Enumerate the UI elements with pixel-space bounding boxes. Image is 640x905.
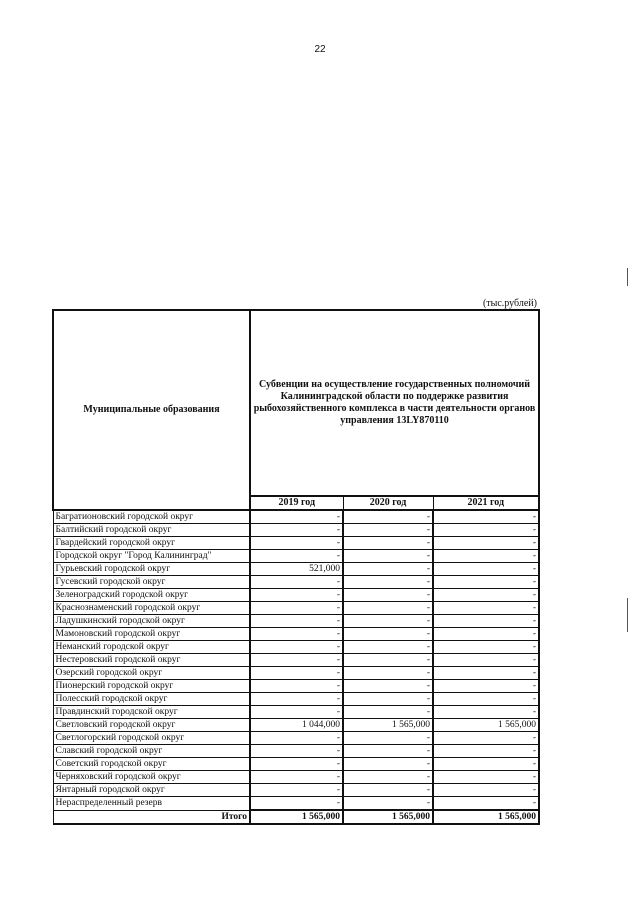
- year-header: 2021 год: [433, 496, 539, 510]
- value-cell: -: [250, 524, 343, 537]
- value-cell: -: [433, 641, 539, 654]
- table-row: [53, 589, 539, 602]
- value-cell: -: [343, 524, 433, 537]
- municipality-name: Городской округ "Город Калининград": [53, 550, 250, 563]
- municipality-name: Ладушкинский городской округ: [53, 615, 250, 628]
- municipality-name: Озерский городской округ: [53, 667, 250, 680]
- year-header: 2019 год: [250, 496, 343, 510]
- municipality-name: Гусевский городской округ: [53, 576, 250, 589]
- value-cell: -: [250, 797, 343, 811]
- table-row: [53, 641, 539, 654]
- value-cell: -: [343, 641, 433, 654]
- municipality-name: Неманский городской округ: [53, 641, 250, 654]
- value-cell: -: [250, 654, 343, 667]
- total-value: 1 565,000: [433, 810, 539, 824]
- value-cell: -: [250, 628, 343, 641]
- value-cell: -: [343, 680, 433, 693]
- total-value: 1 565,000: [250, 810, 343, 824]
- table-row: [53, 758, 539, 771]
- total-value: 1 565,000: [343, 810, 433, 824]
- value-cell: -: [343, 745, 433, 758]
- municipality-name: Нераспределенный резерв: [53, 797, 250, 811]
- table-row: [53, 797, 539, 811]
- value-cell: -: [343, 563, 433, 576]
- value-cell: -: [433, 563, 539, 576]
- municipality-name: Черняховский городской округ: [53, 771, 250, 784]
- value-cell: -: [250, 758, 343, 771]
- value-cell: -: [250, 510, 343, 524]
- table-row: [53, 563, 539, 576]
- year-header: 2020 год: [343, 496, 433, 510]
- table-row: [53, 524, 539, 537]
- value-cell: 1 044,000: [250, 719, 343, 732]
- value-cell: 1 565,000: [433, 719, 539, 732]
- value-cell: -: [433, 602, 539, 615]
- municipality-name: Балтийский городской округ: [53, 524, 250, 537]
- margin-mark: [627, 598, 628, 632]
- margin-mark: [627, 268, 628, 286]
- municipality-name: Славский городской округ: [53, 745, 250, 758]
- page-number: 22: [314, 44, 326, 55]
- table-row: [53, 680, 539, 693]
- municipality-name: Советский городской округ: [53, 758, 250, 771]
- value-cell: -: [433, 771, 539, 784]
- value-cell: -: [343, 615, 433, 628]
- column-header-municipality: Муниципальные образования: [53, 310, 250, 510]
- table-row: [53, 706, 539, 719]
- table-row: [53, 784, 539, 797]
- table-body: [53, 510, 539, 824]
- value-cell: -: [433, 550, 539, 563]
- value-cell: -: [343, 758, 433, 771]
- table-row: [53, 550, 539, 563]
- table-row: [53, 771, 539, 784]
- value-cell: -: [433, 576, 539, 589]
- value-cell: -: [433, 693, 539, 706]
- value-cell: -: [343, 771, 433, 784]
- value-cell: -: [343, 550, 433, 563]
- municipality-name: Янтарный городской округ: [53, 784, 250, 797]
- table-row: [53, 537, 539, 550]
- value-cell: -: [433, 680, 539, 693]
- value-cell: -: [433, 589, 539, 602]
- table-row: [53, 628, 539, 641]
- municipality-name: Нестеровский городской округ: [53, 654, 250, 667]
- value-cell: -: [250, 784, 343, 797]
- value-cell: -: [343, 654, 433, 667]
- value-cell: -: [343, 784, 433, 797]
- value-cell: 521,000: [250, 563, 343, 576]
- value-cell: -: [250, 745, 343, 758]
- total-label: Итого: [53, 810, 250, 824]
- value-cell: -: [433, 667, 539, 680]
- value-cell: -: [250, 680, 343, 693]
- municipality-name: Мамоновский городской округ: [53, 628, 250, 641]
- value-cell: -: [343, 667, 433, 680]
- municipality-name: Краснознаменский городской округ: [53, 602, 250, 615]
- municipality-name: Гурьевский городской округ: [53, 563, 250, 576]
- value-cell: -: [433, 784, 539, 797]
- value-cell: -: [433, 745, 539, 758]
- value-cell: -: [433, 732, 539, 745]
- value-cell: -: [343, 589, 433, 602]
- value-cell: -: [250, 537, 343, 550]
- table-row: [53, 654, 539, 667]
- table-row: [53, 667, 539, 680]
- table-row: [53, 693, 539, 706]
- value-cell: -: [250, 576, 343, 589]
- value-cell: -: [433, 524, 539, 537]
- table-row: [53, 510, 539, 524]
- value-cell: -: [433, 797, 539, 811]
- municipality-name: Зеленоградский городской округ: [53, 589, 250, 602]
- table-row: [53, 732, 539, 745]
- value-cell: -: [433, 706, 539, 719]
- table-row: [53, 719, 539, 732]
- value-cell: -: [433, 628, 539, 641]
- table-row: [53, 602, 539, 615]
- value-cell: -: [250, 615, 343, 628]
- column-header-subvention: Субвенции на осуществление государственных полномочий Калининградской области по поддержке развития рыбохозяйственного комплекса в части деятельности органов управления 13LY870110: [250, 310, 539, 496]
- value-cell: -: [343, 732, 433, 745]
- value-cell: -: [250, 589, 343, 602]
- subventions-table: [52, 309, 540, 825]
- municipality-name: Гвардейский городской округ: [53, 537, 250, 550]
- municipality-name: Правдинский городской округ: [53, 706, 250, 719]
- municipality-name: Багратионовский городской округ: [53, 510, 250, 524]
- table-row: [53, 576, 539, 589]
- total-row: [53, 810, 539, 824]
- value-cell: -: [250, 641, 343, 654]
- municipality-name: Полесский городской округ: [53, 693, 250, 706]
- value-cell: -: [343, 628, 433, 641]
- value-cell: -: [343, 576, 433, 589]
- value-cell: -: [343, 537, 433, 550]
- value-cell: -: [433, 510, 539, 524]
- value-cell: -: [250, 550, 343, 563]
- municipality-name: Пионерский городской округ: [53, 680, 250, 693]
- value-cell: -: [250, 602, 343, 615]
- value-cell: -: [433, 537, 539, 550]
- value-cell: -: [343, 510, 433, 524]
- table-row: [53, 745, 539, 758]
- value-cell: -: [343, 706, 433, 719]
- value-cell: -: [250, 732, 343, 745]
- value-cell: -: [433, 615, 539, 628]
- value-cell: -: [433, 654, 539, 667]
- municipality-name: Светлогорский городской округ: [53, 732, 250, 745]
- value-cell: -: [250, 667, 343, 680]
- municipality-name: Светловский городской округ: [53, 719, 250, 732]
- table-row: [53, 615, 539, 628]
- value-cell: -: [250, 693, 343, 706]
- value-cell: -: [343, 602, 433, 615]
- value-cell: -: [250, 706, 343, 719]
- value-cell: -: [343, 797, 433, 811]
- value-cell: -: [343, 693, 433, 706]
- value-cell: -: [433, 758, 539, 771]
- units-label: (тыс.рублей): [482, 298, 537, 309]
- value-cell: 1 565,000: [343, 719, 433, 732]
- value-cell: -: [250, 771, 343, 784]
